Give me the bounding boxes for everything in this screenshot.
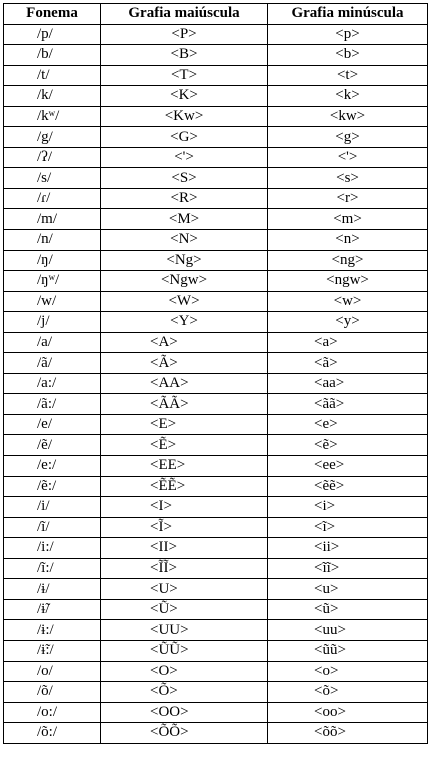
table-row [4,188,428,209]
fonema-cell: /ẽ:/ [4,476,101,497]
grafia-minuscula-cell: <y> [268,312,428,333]
table-row [4,373,428,394]
grafia-maiuscula-cell: <Ẽ> [101,435,268,456]
fonema-cell: /o:/ [4,702,101,723]
grafia-maiuscula-cell: <ẼẼ> [101,476,268,497]
fonema-cell: /t/ [4,65,101,86]
grafia-minuscula-cell: <u> [268,579,428,600]
table-row [4,127,428,148]
fonema-cell: /õ/ [4,682,101,703]
table-row [4,250,428,271]
grafia-minuscula-cell: <i> [268,497,428,518]
table-row [4,723,428,744]
grafia-minuscula-cell: <aa> [268,373,428,394]
table-row [4,579,428,600]
table-row [4,147,428,168]
table-row [4,291,428,312]
fonema-cell: /ʔ/ [4,147,101,168]
grafia-maiuscula-cell: <Õ> [101,682,268,703]
grafia-minuscula-cell: <uu> [268,620,428,641]
table-row [4,45,428,66]
table-row [4,599,428,620]
fonema-cell: /ɨ̃/ [4,599,101,620]
fonema-cell: /ɨ:/ [4,620,101,641]
grafia-minuscula-cell: <ã> [268,353,428,374]
fonema-cell: /ĩ/ [4,517,101,538]
grafia-maiuscula-cell: <N> [101,230,268,251]
fonema-cell: /a:/ [4,373,101,394]
table-row [4,24,428,45]
fonema-cell: /b/ [4,45,101,66]
fonema-cell: /kʷ/ [4,106,101,127]
fonema-cell: /ŋ/ [4,250,101,271]
table-row [4,271,428,292]
fonema-cell: /s/ [4,168,101,189]
fonema-cell: /n/ [4,230,101,251]
table-row [4,435,428,456]
fonema-cell: /j/ [4,312,101,333]
table-row [4,353,428,374]
grafia-minuscula-cell: <a> [268,332,428,353]
grafia-maiuscula-cell: <'> [101,147,268,168]
fonema-cell: /ã:/ [4,394,101,415]
grafia-maiuscula-cell: <ÃÃ> [101,394,268,415]
grafia-minuscula-cell: <õõ> [268,723,428,744]
fonema-cell: /a/ [4,332,101,353]
grafia-maiuscula-cell: <A> [101,332,268,353]
fonema-cell: /õ:/ [4,723,101,744]
grafia-minuscula-cell: <m> [268,209,428,230]
table-row [4,497,428,518]
grafia-minuscula-cell: <r> [268,188,428,209]
grafia-minuscula-cell: <õ> [268,682,428,703]
fonema-cell: /ẽ/ [4,435,101,456]
grafia-minuscula-cell: <ii> [268,538,428,559]
table-row [4,538,428,559]
grafia-minuscula-cell: <ĩ> [268,517,428,538]
fonema-cell: /ĩ:/ [4,558,101,579]
fonema-cell: /ŋʷ/ [4,271,101,292]
table-row [4,106,428,127]
grafia-minuscula-cell: <n> [268,230,428,251]
grafia-maiuscula-cell: <M> [101,209,268,230]
grafia-minuscula-cell: <s> [268,168,428,189]
grafia-maiuscula-cell: <Y> [101,312,268,333]
table-wrapper [3,3,428,744]
grafia-minuscula-cell: <ẽẽ> [268,476,428,497]
grafia-maiuscula-cell: <Ngw> [101,271,268,292]
grafia-maiuscula-cell: <EE> [101,456,268,477]
grafia-maiuscula-cell: <G> [101,127,268,148]
grafia-maiuscula-cell: <U> [101,579,268,600]
fonema-cell: /m/ [4,209,101,230]
grafia-maiuscula-cell: <S> [101,168,268,189]
fonema-cell: /e/ [4,414,101,435]
table-row [4,456,428,477]
grafia-maiuscula-cell: <T> [101,65,268,86]
fonema-cell: /e:/ [4,456,101,477]
table-row [4,230,428,251]
grafia-maiuscula-cell: <E> [101,414,268,435]
table-row [4,702,428,723]
grafia-minuscula-cell: <e> [268,414,428,435]
header-grafia-minuscula: Grafia minúscula [268,4,428,25]
grafia-minuscula-cell: <ngw> [268,271,428,292]
grafia-minuscula-cell: <p> [268,24,428,45]
grafia-maiuscula-cell: <Ng> [101,250,268,271]
grafia-minuscula-cell: <o> [268,661,428,682]
grafia-maiuscula-cell: <W> [101,291,268,312]
grafia-maiuscula-cell: <P> [101,24,268,45]
table-row [4,312,428,333]
fonema-cell: /ɾ/ [4,188,101,209]
grafia-maiuscula-cell: <B> [101,45,268,66]
grafia-minuscula-cell: <b> [268,45,428,66]
grafia-maiuscula-cell: <ÕÕ> [101,723,268,744]
grafia-minuscula-cell: <w> [268,291,428,312]
fonema-cell: /g/ [4,127,101,148]
grafia-minuscula-cell: <ĩĩ> [268,558,428,579]
fonema-cell: /i/ [4,497,101,518]
table-body [4,24,428,743]
grafia-minuscula-cell: <g> [268,127,428,148]
header-fonema: Fonema [4,4,101,25]
table-row [4,661,428,682]
table-row [4,414,428,435]
table-row [4,517,428,538]
grafia-minuscula-cell: <ũũ> [268,640,428,661]
table-row [4,476,428,497]
table-row [4,394,428,415]
table-row [4,558,428,579]
grafia-maiuscula-cell: <K> [101,86,268,107]
fonema-cell: /o/ [4,661,101,682]
table-row [4,86,428,107]
phoneme-table [3,3,428,744]
grafia-maiuscula-cell: <Ĩ> [101,517,268,538]
table-row [4,168,428,189]
grafia-maiuscula-cell: <UU> [101,620,268,641]
grafia-maiuscula-cell: <II> [101,538,268,559]
grafia-minuscula-cell: <k> [268,86,428,107]
fonema-cell: /p/ [4,24,101,45]
grafia-minuscula-cell: <ng> [268,250,428,271]
grafia-minuscula-cell: <ũ> [268,599,428,620]
fonema-cell: /ɨ̃:/ [4,640,101,661]
grafia-minuscula-cell: <oo> [268,702,428,723]
fonema-cell: /ɨ/ [4,579,101,600]
grafia-minuscula-cell: <t> [268,65,428,86]
grafia-maiuscula-cell: <I> [101,497,268,518]
grafia-minuscula-cell: <ãã> [268,394,428,415]
grafia-minuscula-cell: <ẽ> [268,435,428,456]
grafia-minuscula-cell: <'> [268,147,428,168]
grafia-maiuscula-cell: <Kw> [101,106,268,127]
table-row [4,209,428,230]
table-row [4,640,428,661]
grafia-maiuscula-cell: <OO> [101,702,268,723]
grafia-maiuscula-cell: <R> [101,188,268,209]
header-row [4,4,428,25]
fonema-cell: /ã/ [4,353,101,374]
fonema-cell: /k/ [4,86,101,107]
grafia-minuscula-cell: <kw> [268,106,428,127]
grafia-maiuscula-cell: <AA> [101,373,268,394]
grafia-maiuscula-cell: <O> [101,661,268,682]
header-grafia-maiuscula: Grafia maiúscula [101,4,268,25]
fonema-cell: /w/ [4,291,101,312]
table-row [4,682,428,703]
table-row [4,65,428,86]
grafia-maiuscula-cell: <ĨĨ> [101,558,268,579]
table-row [4,620,428,641]
grafia-maiuscula-cell: <Ũ> [101,599,268,620]
grafia-minuscula-cell: <ee> [268,456,428,477]
grafia-maiuscula-cell: <ŨŨ> [101,640,268,661]
fonema-cell: /i:/ [4,538,101,559]
table-row [4,332,428,353]
grafia-maiuscula-cell: <Ã> [101,353,268,374]
